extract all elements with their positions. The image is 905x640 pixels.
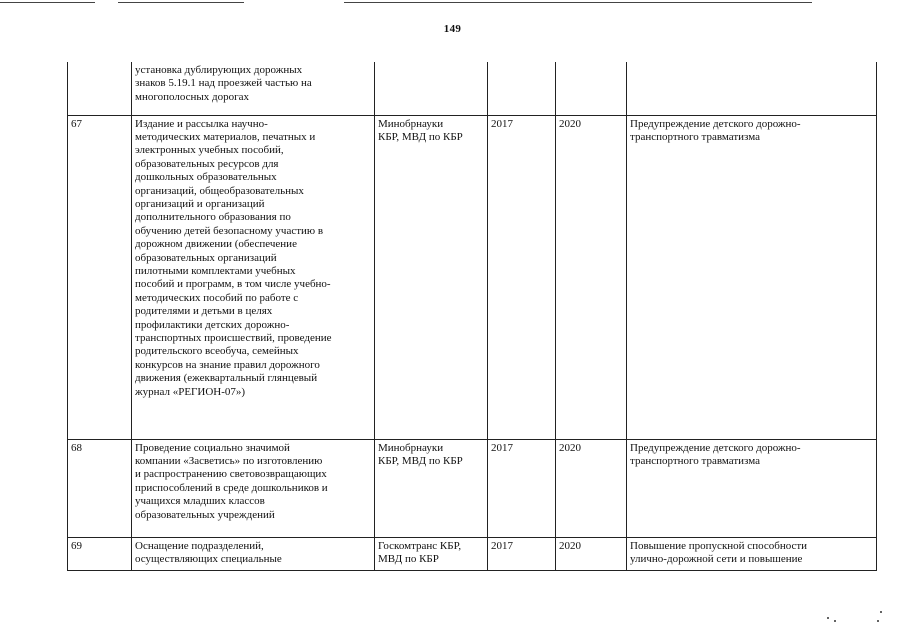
start-year-cell: 2017: [488, 439, 556, 537]
description-cell: Издание и рассылка научно- методических материалов, печатных и электронных учебных пособий, образовательных ресурсов для дошкольных образовательных организаций, общеобразовательных организаций и организаций дополнительного образования по обучению детей безопасному участию в дорожном движении (обеспечение образовательных организаций пилотными комплектами учебных пособий и программ, в том числе учебно- методических пособий по работе с родителями и детьми в целях профилактики детских дорожно- транспортных происшествий, проведение родительского всеобуча, семейных конкурсов на знание правил дорожного движения (ежеквартальный глянцевый журнал «РЕГИОН-07»): [132, 115, 375, 439]
row-number-cell: [68, 62, 132, 115]
table-row: [68, 439, 877, 537]
scan-speck: [827, 617, 829, 619]
description-cell: Оснащение подразделений, осуществляющих специальные: [132, 537, 375, 570]
executor-cell: Минобрнауки КБР, МВД по КБР: [375, 439, 488, 537]
description-cell: Проведение социально значимой компании «Засветись» по изготовлению и распространению световозвращающих приспособлений в среде дошкольников и учащихся младших классов образовательных учреждений: [132, 439, 375, 537]
start-year-cell: 2017: [488, 115, 556, 439]
start-year-cell: [488, 62, 556, 115]
result-cell: Предупреждение детского дорожно- транспортного травматизма: [627, 115, 877, 439]
end-year-cell: 2020: [556, 439, 627, 537]
page-number: 149: [443, 23, 462, 35]
row-number-cell: 68: [68, 439, 132, 537]
end-year-cell: 2020: [556, 115, 627, 439]
row-number-cell: 67: [68, 115, 132, 439]
description-cell: установка дублирующих дорожных знаков 5.19.1 над проезжей частью на многополосных дорогах: [132, 62, 375, 115]
start-year-cell: 2017: [488, 537, 556, 570]
result-cell: [627, 62, 877, 115]
row-number-cell: 69: [68, 537, 132, 570]
result-cell: Повышение пропускной способности улично-дорожной сети и повышение: [627, 537, 877, 570]
result-cell: Предупреждение детского дорожно- транспортного травматизма: [627, 439, 877, 537]
top-edge-line: [344, 2, 812, 3]
top-edge-line: [0, 2, 95, 3]
table-row: [68, 115, 877, 439]
executor-cell: Госкомтранс КБР, МВД по КБР: [375, 537, 488, 570]
top-edge-line: [118, 2, 244, 3]
executor-cell: Минобрнауки КБР, МВД по КБР: [375, 115, 488, 439]
end-year-cell: 2020: [556, 537, 627, 570]
table-row: [68, 62, 877, 115]
scan-speck: [877, 620, 879, 622]
table-row: [68, 537, 877, 570]
scan-speck: [834, 620, 836, 622]
measures-table: [67, 62, 877, 571]
end-year-cell: [556, 62, 627, 115]
scan-speck: [880, 611, 882, 613]
executor-cell: [375, 62, 488, 115]
